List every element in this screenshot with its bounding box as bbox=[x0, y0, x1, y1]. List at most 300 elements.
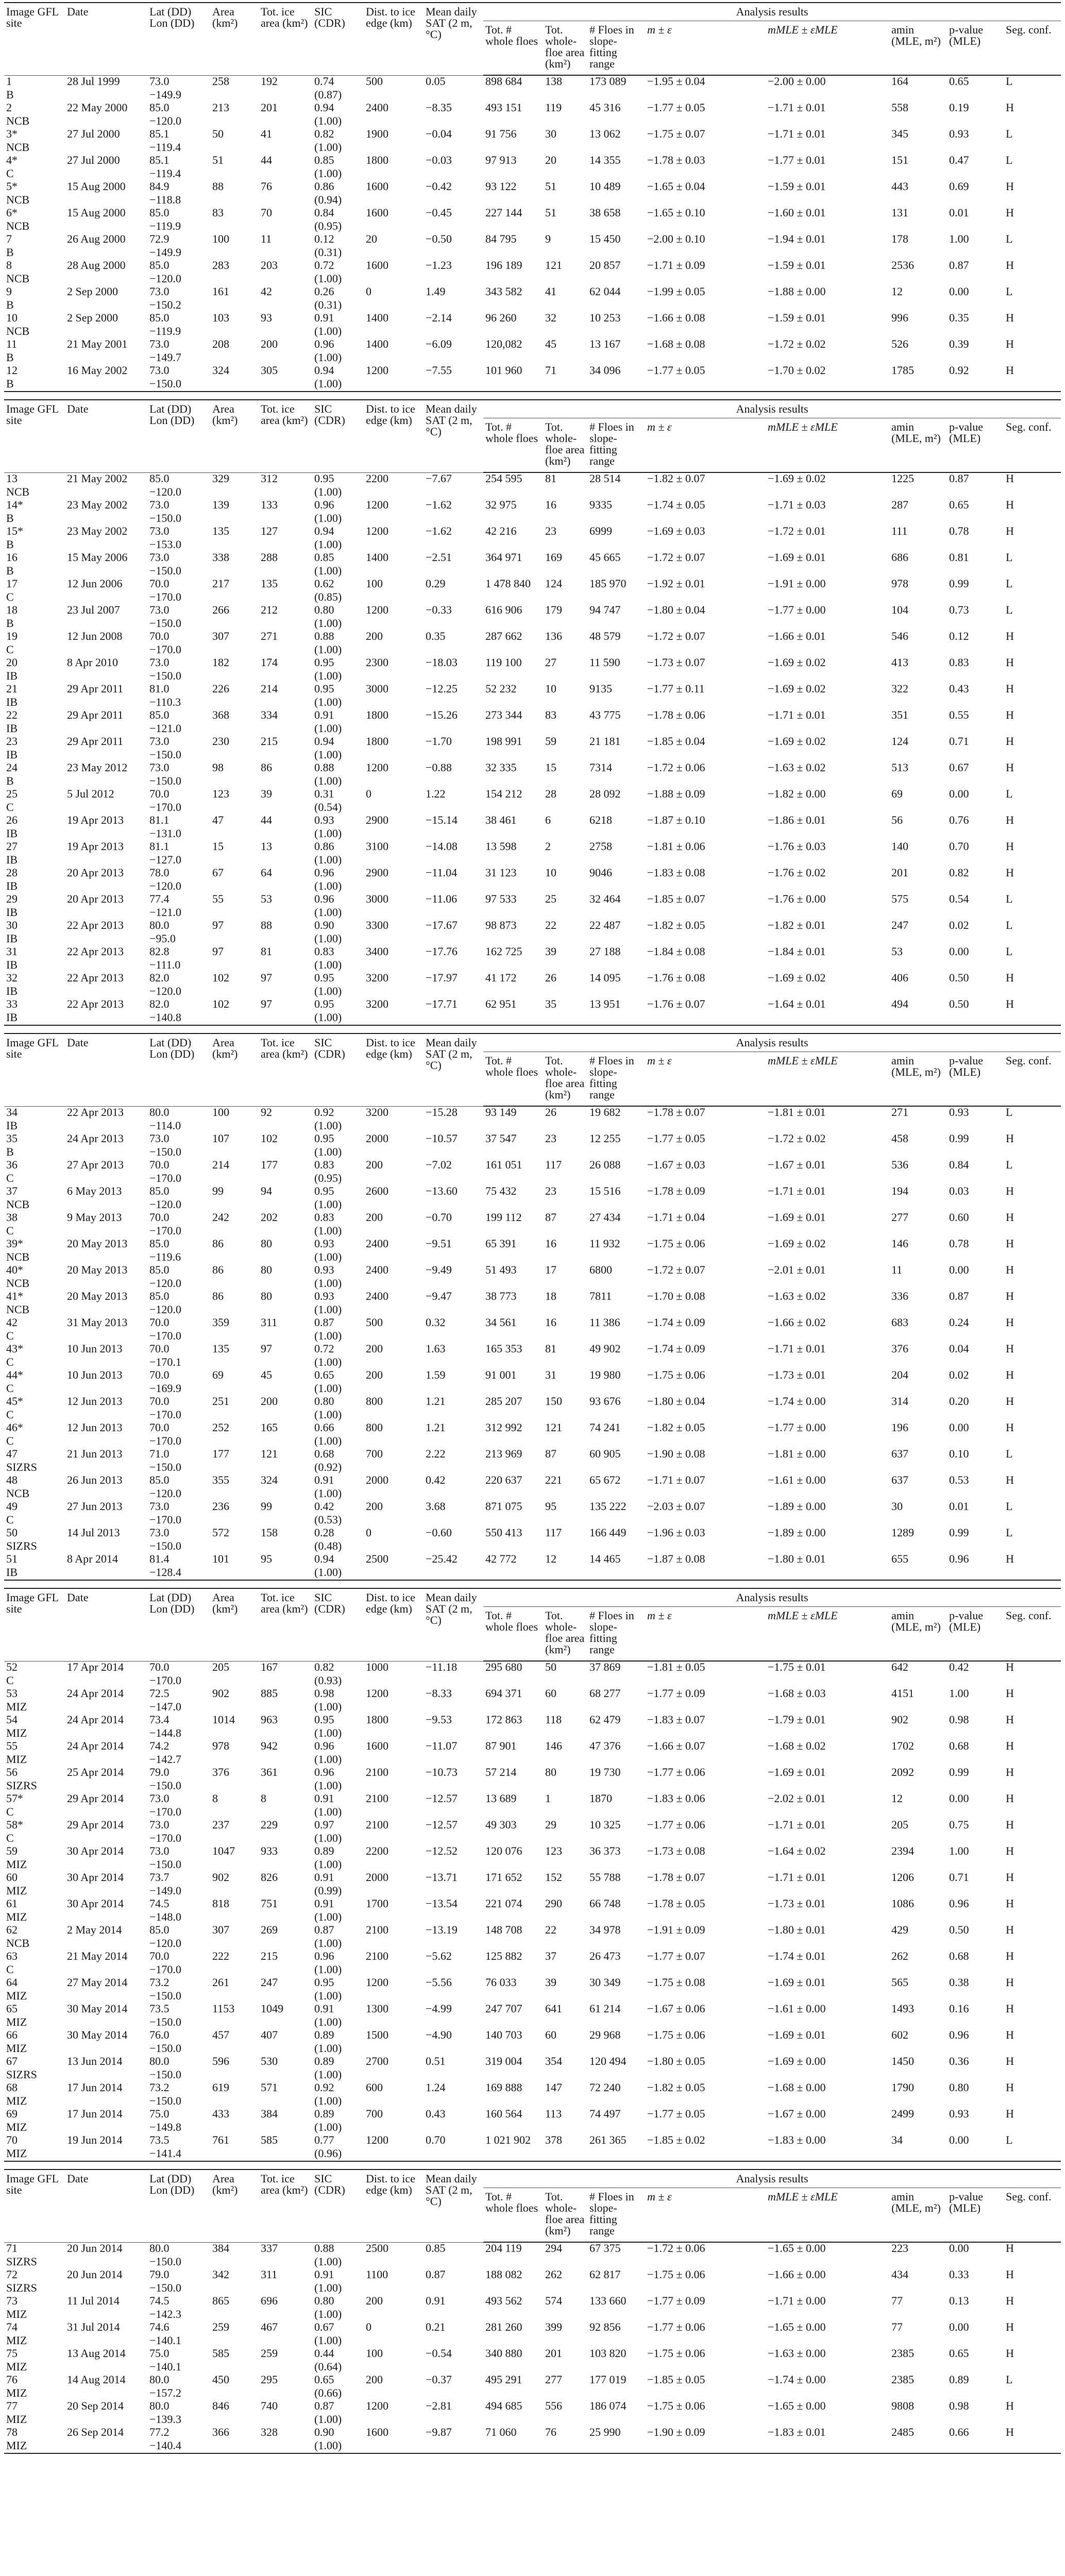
cell-sic: 0.91 bbox=[314, 311, 334, 324]
cell-dist: 2900 bbox=[366, 814, 388, 826]
cell-floes-fit: 19 682 bbox=[589, 1106, 621, 1118]
cell-seg-sub bbox=[1004, 565, 1061, 578]
cell-whole-sub bbox=[483, 1012, 543, 1025]
cell-pvalue: 0.00 bbox=[949, 1792, 969, 1805]
cell-pvalue: 1.00 bbox=[949, 1687, 969, 1700]
cell-whole: 204 119 bbox=[485, 2242, 522, 2255]
cell-area-sub bbox=[210, 299, 259, 312]
cell-whole-area: 169 bbox=[545, 551, 562, 564]
cell-whole-sub bbox=[483, 142, 543, 155]
cell-sat: −0.54 bbox=[426, 2347, 452, 2360]
cell-sat-sub bbox=[424, 1488, 483, 1501]
cell-site-sub: B bbox=[6, 512, 14, 524]
cell-dist-sub bbox=[364, 2069, 424, 2082]
cell-date: 20 Apr 2013 bbox=[67, 892, 124, 905]
table-row-continuation bbox=[4, 2148, 1061, 2161]
cell-m-mle-sub bbox=[766, 1806, 889, 1819]
cell-a-min: 77 bbox=[891, 2294, 903, 2307]
cell-floes-fit: 72 240 bbox=[589, 2081, 621, 2094]
cell-area-sub bbox=[210, 1173, 259, 1185]
cell-whole-sub bbox=[483, 168, 543, 181]
cell-latlon-sub: −150.0 bbox=[149, 2094, 181, 2107]
table-row-continuation bbox=[4, 697, 1061, 709]
cell-m-mle: −1.74 ± 0.00 bbox=[768, 2373, 826, 2386]
col-date: Date bbox=[65, 1033, 147, 1106]
table-row bbox=[4, 1396, 1061, 1409]
cell-sat: −9.51 bbox=[426, 1237, 452, 1250]
cell-pvalue-sub bbox=[947, 1383, 1004, 1396]
cell-a-min-sub bbox=[889, 247, 947, 260]
cell-date-sub bbox=[65, 1012, 147, 1025]
col-sat: Mean daily SAT (2 m, °C) bbox=[424, 2170, 483, 2242]
cell-whole-sub bbox=[483, 115, 543, 128]
table-row bbox=[4, 1819, 1061, 1833]
cell-m-mle-sub bbox=[766, 1701, 889, 1714]
col-area: Area (km²) bbox=[210, 400, 259, 472]
cell-date: 21 Jun 2013 bbox=[67, 1447, 123, 1460]
cell-pvalue: 0.36 bbox=[949, 2055, 969, 2067]
cell-sat-sub bbox=[424, 1727, 483, 1740]
col-sat: Mean daily SAT (2 m, °C) bbox=[424, 3, 483, 75]
table-row bbox=[4, 499, 1061, 513]
cell-whole: 188 082 bbox=[485, 2268, 522, 2281]
cell-pvalue-sub bbox=[947, 2282, 1004, 2295]
cell-date-sub bbox=[65, 1120, 147, 1133]
cell-sat: −17.67 bbox=[426, 919, 458, 931]
cell-latlon: 85.0 bbox=[149, 259, 170, 272]
cell-dist-sub bbox=[364, 2122, 424, 2134]
cell-a-min: 1785 bbox=[891, 364, 914, 377]
cell-site: 23 bbox=[6, 735, 18, 748]
cell-date-sub bbox=[65, 1990, 147, 2003]
cell-floes-fit-sub bbox=[587, 221, 645, 233]
cell-ice-sub bbox=[259, 1727, 312, 1740]
cell-floes-fit: 38 658 bbox=[589, 206, 621, 219]
cell-dist-sub bbox=[364, 2148, 424, 2161]
cell-area-sub bbox=[210, 802, 259, 815]
cell-site-sub: B bbox=[6, 564, 14, 577]
cell-a-min: 996 bbox=[891, 311, 908, 324]
cell-date: 16 May 2002 bbox=[67, 364, 128, 377]
cell-whole: 160 564 bbox=[485, 2107, 522, 2120]
cell-pvalue: 0.87 bbox=[949, 259, 969, 272]
cell-floes-fit-sub bbox=[587, 1462, 645, 1475]
cell-sat-sub bbox=[424, 1675, 483, 1688]
cell-pvalue-sub bbox=[947, 299, 1004, 312]
cell-sat: −17.76 bbox=[426, 945, 458, 958]
cell-a-min: 205 bbox=[891, 1818, 908, 1831]
cell-seg-sub bbox=[1004, 986, 1061, 998]
cell-seg-sub bbox=[1004, 775, 1061, 788]
cell-pvalue-sub bbox=[947, 378, 1004, 392]
cell-pvalue: 0.42 bbox=[949, 1660, 969, 1673]
cell-pvalue: 0.50 bbox=[949, 997, 969, 1010]
cell-m-sub bbox=[645, 221, 766, 233]
cell-m-mle-sub bbox=[766, 89, 889, 102]
col-pvalue: p-value (MLE) bbox=[947, 1607, 1004, 1662]
cell-latlon: 70.0 bbox=[149, 1950, 170, 1962]
cell-whole: 154 212 bbox=[485, 787, 522, 800]
cell-whole-sub bbox=[483, 828, 543, 841]
cell-floes-fit: 49 902 bbox=[589, 1342, 621, 1355]
cell-m-mle: −1.61 ± 0.00 bbox=[768, 1473, 826, 1486]
cell-floes-fit: 60 905 bbox=[589, 1447, 621, 1460]
cell-site-sub: IB bbox=[6, 696, 18, 708]
analysis-results-header: Analysis results bbox=[483, 1033, 1061, 1052]
cell-area-sub bbox=[210, 142, 259, 155]
cell-site-sub: NCB bbox=[6, 1198, 30, 1211]
cell-ice: 311 bbox=[261, 2268, 278, 2281]
cell-whole-area-sub bbox=[543, 2309, 587, 2321]
cell-whole: 42 772 bbox=[485, 1552, 517, 1565]
cell-a-min-sub bbox=[889, 670, 947, 683]
cell-date: 21 May 2001 bbox=[67, 337, 128, 350]
cell-whole-area: 121 bbox=[545, 1421, 562, 1434]
cell-m-mle-sub bbox=[766, 1199, 889, 1212]
cell-site: 71 bbox=[6, 2241, 18, 2255]
cell-dist-sub bbox=[364, 378, 424, 392]
cell-pvalue-sub bbox=[947, 539, 1004, 552]
cell-area-sub bbox=[210, 1727, 259, 1740]
cell-whole-area-sub bbox=[543, 2148, 587, 2161]
cell-seg-sub bbox=[1004, 1514, 1061, 1527]
cell-site: 72 bbox=[6, 2268, 18, 2281]
cell-seg: H bbox=[1006, 2055, 1014, 2067]
table-row bbox=[4, 2082, 1061, 2095]
cell-latlon-sub: −139.3 bbox=[149, 2413, 181, 2426]
cell-m-sub bbox=[645, 1357, 766, 1369]
cell-sat: −5.56 bbox=[426, 1976, 452, 1989]
cell-seg: H bbox=[1006, 866, 1014, 879]
cell-sic-sub: (1.00) bbox=[314, 1726, 342, 1739]
cell-seg: L bbox=[1006, 2133, 1013, 2146]
cell-whole: 169 888 bbox=[485, 2081, 522, 2094]
cell-dist-sub bbox=[364, 1859, 424, 1872]
cell-date-sub bbox=[65, 1278, 147, 1291]
cell-whole-sub bbox=[483, 565, 543, 578]
cell-latlon-sub: −150.0 bbox=[149, 2015, 181, 2028]
cell-sat-sub bbox=[424, 194, 483, 207]
table-row bbox=[4, 312, 1061, 326]
table-row-continuation bbox=[4, 1435, 1061, 1448]
cell-m: −1.75 ± 0.06 bbox=[647, 2347, 705, 2360]
cell-m: −1.71 ± 0.09 bbox=[647, 259, 705, 272]
cell-whole-area: 51 bbox=[545, 206, 556, 219]
cell-a-min-sub bbox=[889, 1251, 947, 1264]
cell-m-sub bbox=[645, 142, 766, 155]
cell-dist-sub bbox=[364, 1990, 424, 2003]
cell-seg: L bbox=[1006, 1106, 1013, 1118]
cell-m-mle-sub bbox=[766, 1833, 889, 1845]
col-m-mle: mMLE ± εMLE bbox=[766, 21, 889, 76]
cell-pvalue: 0.16 bbox=[949, 2002, 969, 2015]
cell-whole-area-sub bbox=[543, 2387, 587, 2400]
cell-whole-area: 574 bbox=[545, 2294, 562, 2307]
cell-floes-fit-sub bbox=[587, 2095, 645, 2108]
cell-pvalue-sub bbox=[947, 1251, 1004, 1264]
cell-sat: −10.57 bbox=[426, 1132, 458, 1145]
table-row-continuation bbox=[4, 1120, 1061, 1133]
cell-floes-fit-sub bbox=[587, 1278, 645, 1291]
cell-sat-sub bbox=[424, 2309, 483, 2321]
cell-latlon-sub: −121.0 bbox=[149, 722, 181, 735]
cell-seg-sub bbox=[1004, 591, 1061, 604]
cell-sat-sub bbox=[424, 273, 483, 286]
cell-whole: 96 260 bbox=[485, 311, 517, 324]
cell-sic-sub: (1.00) bbox=[314, 141, 342, 154]
cell-sic: 0.91 bbox=[314, 2002, 334, 2015]
cell-ice-sub bbox=[259, 2361, 312, 2374]
cell-site-sub: IB bbox=[6, 906, 18, 919]
cell-site: 5* bbox=[6, 180, 18, 193]
cell-ice-sub bbox=[259, 1964, 312, 1977]
cell-a-min: 131 bbox=[891, 206, 908, 219]
cell-ice: 942 bbox=[261, 1739, 278, 1752]
cell-site: 28 bbox=[6, 866, 18, 879]
cell-seg-sub bbox=[1004, 1278, 1061, 1291]
cell-a-min-sub bbox=[889, 723, 947, 736]
cell-m-mle: −1.89 ± 0.00 bbox=[768, 1500, 826, 1513]
cell-a-min: 494 bbox=[891, 997, 908, 1010]
cell-area: 261 bbox=[212, 1976, 229, 1989]
cell-sic: 0.89 bbox=[314, 2028, 334, 2041]
cell-whole: 97 913 bbox=[485, 154, 517, 166]
cell-a-min-sub bbox=[889, 1409, 947, 1422]
cell-dist: 200 bbox=[366, 2373, 383, 2386]
col-dist: Dist. to ice edge (km) bbox=[364, 400, 424, 472]
cell-m-mle-sub bbox=[766, 1278, 889, 1291]
cell-sic-sub: (1.00) bbox=[314, 906, 342, 919]
table-row-continuation bbox=[4, 1173, 1061, 1185]
cell-date-sub bbox=[65, 1540, 147, 1553]
cell-area-sub bbox=[210, 854, 259, 867]
cell-pvalue-sub bbox=[947, 644, 1004, 657]
cell-dist-sub bbox=[364, 1540, 424, 1553]
cell-m-mle: −1.69 ± 0.00 bbox=[768, 2055, 826, 2067]
cell-latlon-sub: −150.0 bbox=[149, 564, 181, 577]
cell-sat-sub bbox=[424, 959, 483, 972]
cell-m: −2.03 ± 0.07 bbox=[647, 1500, 705, 1513]
cell-whole: 148 708 bbox=[485, 1923, 522, 1936]
col-pvalue: p-value (MLE) bbox=[947, 21, 1004, 76]
cell-ice-sub bbox=[259, 959, 312, 972]
cell-seg-sub bbox=[1004, 1251, 1061, 1264]
cell-sat-sub bbox=[424, 723, 483, 736]
cell-date-sub bbox=[65, 539, 147, 552]
cell-whole-area: 80 bbox=[545, 1766, 556, 1778]
table-row bbox=[4, 2400, 1061, 2414]
cell-seg: H bbox=[1006, 840, 1014, 853]
cell-ice: 135 bbox=[261, 577, 278, 590]
cell-a-min-sub bbox=[889, 1514, 947, 1527]
cell-seg: H bbox=[1006, 1290, 1014, 1302]
table-row bbox=[4, 815, 1061, 828]
cell-whole-area-sub bbox=[543, 1540, 587, 1553]
cell-whole: 62 951 bbox=[485, 997, 517, 1010]
cell-dist: 1600 bbox=[366, 206, 388, 219]
cell-area-sub bbox=[210, 168, 259, 181]
cell-floes-fit: 7811 bbox=[589, 1290, 612, 1302]
cell-floes-fit: 185 970 bbox=[589, 577, 627, 590]
cell-whole: 119 100 bbox=[485, 656, 522, 669]
cell-pvalue: 0.93 bbox=[949, 1106, 969, 1118]
cell-date-sub bbox=[65, 1754, 147, 1767]
cell-seg: H bbox=[1006, 708, 1014, 721]
cell-area: 102 bbox=[212, 971, 229, 984]
cell-date: 17 Apr 2014 bbox=[67, 1660, 124, 1673]
cell-date: 23 May 2002 bbox=[67, 524, 128, 537]
cell-a-min-sub bbox=[889, 115, 947, 128]
cell-whole-area-sub bbox=[543, 2122, 587, 2134]
cell-a-min-sub bbox=[889, 1675, 947, 1688]
cell-whole-sub bbox=[483, 299, 543, 312]
cell-floes-fit-sub bbox=[587, 828, 645, 841]
cell-sic-sub: (1.00) bbox=[314, 1963, 342, 1976]
cell-a-min-sub bbox=[889, 1754, 947, 1767]
cell-whole: 76 033 bbox=[485, 1976, 517, 1989]
cell-floes-fit-sub bbox=[587, 273, 645, 286]
cell-site: 22 bbox=[6, 708, 18, 721]
cell-floes-fit-sub bbox=[587, 802, 645, 815]
cell-dist-sub bbox=[364, 1833, 424, 1845]
cell-seg-sub bbox=[1004, 194, 1061, 207]
cell-sat: 1.49 bbox=[426, 285, 446, 298]
cell-date-sub bbox=[65, 115, 147, 128]
cell-sic-sub: (1.00) bbox=[314, 696, 342, 708]
cell-sic: 0.88 bbox=[314, 630, 334, 642]
cell-whole-sub bbox=[483, 2414, 543, 2427]
cell-m: −1.76 ± 0.08 bbox=[647, 971, 705, 984]
cell-whole-area-sub bbox=[543, 486, 587, 499]
cell-whole: 198 991 bbox=[485, 735, 522, 748]
cell-m-sub bbox=[645, 1885, 766, 1898]
table-row-continuation bbox=[4, 723, 1061, 736]
cell-date-sub bbox=[65, 670, 147, 683]
cell-sat: −12.52 bbox=[426, 1844, 458, 1857]
cell-latlon: 73.0 bbox=[149, 1500, 170, 1513]
cell-dist: 1600 bbox=[366, 259, 388, 272]
cell-site: 32 bbox=[6, 971, 18, 984]
cell-seg: H bbox=[1006, 2320, 1014, 2333]
cell-m-sub bbox=[645, 749, 766, 762]
cell-ice-sub bbox=[259, 644, 312, 657]
cell-a-min-sub bbox=[889, 326, 947, 338]
table-row bbox=[4, 2029, 1061, 2043]
cell-ice-sub bbox=[259, 2069, 312, 2082]
cell-seg: H bbox=[1006, 2028, 1014, 2041]
cell-date: 2 May 2014 bbox=[67, 1923, 122, 1936]
cell-m-sub bbox=[645, 1859, 766, 1872]
cell-dist: 200 bbox=[366, 1500, 383, 1513]
cell-ice: 80 bbox=[261, 1290, 272, 1302]
table-row bbox=[4, 128, 1061, 142]
cell-date: 15 Aug 2000 bbox=[67, 180, 126, 193]
cell-a-min-sub bbox=[889, 2414, 947, 2427]
cell-floes-fit-sub bbox=[587, 1885, 645, 1898]
cell-floes-fit-sub bbox=[587, 1012, 645, 1025]
cell-site-sub: NCB bbox=[6, 485, 30, 498]
cell-pvalue: 0.00 bbox=[949, 2133, 969, 2146]
table-row-continuation bbox=[4, 1146, 1061, 1159]
cell-dist-sub bbox=[364, 2361, 424, 2374]
cell-whole-sub bbox=[483, 89, 543, 102]
cell-a-min-sub bbox=[889, 802, 947, 815]
table-row bbox=[4, 181, 1061, 194]
cell-latlon: 85.0 bbox=[149, 1237, 170, 1250]
cell-whole-area-sub bbox=[543, 1225, 587, 1238]
cell-sic: 0.28 bbox=[314, 1526, 334, 1539]
cell-ice-sub bbox=[259, 1567, 312, 1580]
cell-m-sub bbox=[645, 1173, 766, 1185]
cell-whole-sub bbox=[483, 513, 543, 526]
cell-whole-area-sub bbox=[543, 933, 587, 946]
cell-sat-sub bbox=[424, 1567, 483, 1580]
cell-area-sub bbox=[210, 1540, 259, 1553]
cell-floes-fit-sub bbox=[587, 2387, 645, 2400]
cell-dist-sub bbox=[364, 1251, 424, 1264]
cell-a-min: 336 bbox=[891, 1290, 908, 1302]
col-m-mle: mMLE ± εMLE bbox=[766, 2188, 889, 2243]
cell-sic-sub: (1.00) bbox=[314, 564, 342, 577]
cell-pvalue: 1.00 bbox=[949, 1844, 969, 1857]
table-row bbox=[4, 2427, 1061, 2440]
cell-a-min: 69 bbox=[891, 787, 903, 800]
cell-sat-sub bbox=[424, 142, 483, 155]
cell-m: −2.00 ± 0.10 bbox=[647, 232, 705, 245]
cell-m-mle: −1.59 ± 0.01 bbox=[768, 311, 826, 324]
cell-whole-area: 28 bbox=[545, 787, 556, 800]
cell-m-sub bbox=[645, 2043, 766, 2056]
cell-whole-area-sub bbox=[543, 2282, 587, 2295]
cell-whole-sub bbox=[483, 221, 543, 233]
cell-whole: 281 260 bbox=[485, 2320, 522, 2333]
cell-dist-sub bbox=[364, 670, 424, 683]
col-whole-area: Tot. whole-floe area (km²) bbox=[543, 2188, 587, 2243]
cell-whole: 172 863 bbox=[485, 1713, 522, 1726]
cell-dist-sub bbox=[364, 1199, 424, 1212]
cell-date-sub bbox=[65, 1675, 147, 1688]
cell-date: 29 Apr 2011 bbox=[67, 708, 124, 721]
cell-pvalue-sub bbox=[947, 1173, 1004, 1185]
cell-ice-sub bbox=[259, 1173, 312, 1185]
cell-pvalue-sub bbox=[947, 986, 1004, 998]
cell-a-min-sub bbox=[889, 1806, 947, 1819]
cell-whole-area: 87 bbox=[545, 1447, 556, 1460]
cell-whole-area: 152 bbox=[545, 1871, 562, 1884]
cell-whole: 32 335 bbox=[485, 761, 517, 774]
cell-seg: H bbox=[1006, 1316, 1014, 1329]
cell-ice-sub bbox=[259, 775, 312, 788]
table-row bbox=[4, 1872, 1061, 1885]
cell-ice-sub bbox=[259, 221, 312, 233]
cell-a-min: 458 bbox=[891, 1132, 908, 1145]
cell-floes-fit-sub bbox=[587, 378, 645, 392]
cell-whole-sub bbox=[483, 1304, 543, 1317]
cell-site-sub: C bbox=[6, 1832, 14, 1844]
cell-date-sub bbox=[65, 1462, 147, 1475]
cell-a-min-sub bbox=[889, 1964, 947, 1977]
cell-whole: 38 461 bbox=[485, 814, 517, 826]
cell-dist: 3100 bbox=[366, 840, 388, 853]
cell-whole: 91 756 bbox=[485, 127, 517, 140]
table-row bbox=[4, 1106, 1061, 1120]
cell-sat: 1.22 bbox=[426, 787, 446, 800]
cell-floes-fit: 20 857 bbox=[589, 259, 621, 272]
cell-sic: 0.84 bbox=[314, 206, 334, 219]
cell-area-sub bbox=[210, 1964, 259, 1977]
col-tot-ice: Tot. ice area (km²) bbox=[259, 1033, 312, 1106]
cell-pvalue: 0.00 bbox=[949, 787, 969, 800]
